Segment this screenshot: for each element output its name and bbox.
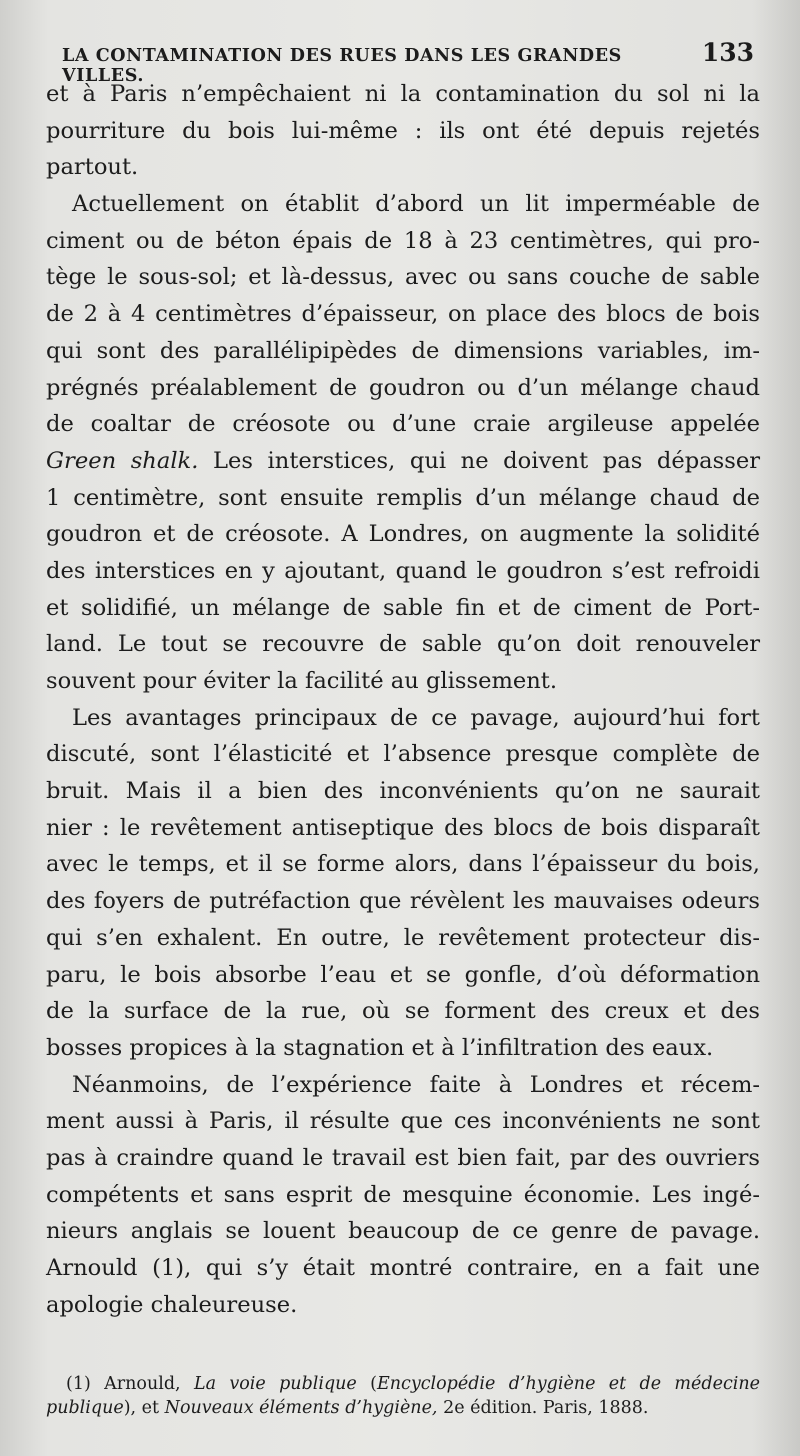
text-line: Actuellement on établit d’abord un lit imperméable de [72,191,760,218]
text-line: paru, le bois absorbe l’eau et se gonfle, d’où déformation [46,961,760,988]
body-text [46,76,760,1323]
footnote-title: publique [46,1398,124,1418]
text-line: ment aussi à Paris, il résulte que ces inconvénients ne sont [46,1108,760,1135]
footnote-marker: (1) Arnould, [66,1374,181,1394]
text-line: nier : le revêtement antiseptique des blocs de bois disparaît [46,814,760,841]
text-line: partout. [46,154,139,181]
text-line: avec le temps, et il se forme alors, dans l’épaisseur du bois, [46,851,760,878]
footnote-title: La voie publique [193,1374,357,1394]
text-line: nieurs anglais se louent beaucoup de ce genre de pavage. [46,1218,760,1245]
footnote-paren: ( [370,1374,377,1394]
text-line: Les avantages principaux de ce pavage, aujourd’hui fort [72,704,760,731]
text-line: prégnés préalablement de goudron ou d’un mélange chaud [46,374,760,401]
footnote-text: ), et [123,1398,160,1418]
footnote [46,1372,760,1420]
text-line: de coaltar de créosote ou d’une craie argileuse appelée [46,411,760,438]
text-line: et à Paris n’empêchaient ni la contamination du sol ni la [46,81,760,107]
text-line: tège le sous-sol; et là-dessus, avec ou sans couche de sable [46,264,760,291]
italic-term: Green shalk. [46,447,199,474]
text-line: qui s’en exhalent. En outre, le revêtement protecteur dis- [46,924,760,951]
running-head: LA CONTAMINATION DES RUES DANS LES GRANDES VILLES. [62,46,622,86]
text-line: discuté, sont l’élasticité et l’absence presque complète de [46,741,760,768]
text-fragment: Les interstices, qui ne doivent pas dépasser [213,447,761,474]
text-line: goudron et de créosote. A Londres, on augmente la solidité [46,521,760,548]
text-line: des foyers de putréfaction que révèlent les mauvaises odeurs [46,888,760,915]
text-line: Néanmoins, de l’expérience faite à Londres et récem- [72,1071,760,1098]
text-line: de la surface de la rue, où se forment des creux et des [46,998,760,1025]
footnote-line [46,1396,760,1420]
text-line: pourriture du bois lui-même : ils ont été depuis rejetés [46,117,760,144]
footnote-line [46,1372,760,1396]
text-line: ciment ou de béton épais de 18 à 23 centimètres, qui pro- [46,227,760,254]
text-line: apologie chaleureuse. [46,1291,298,1318]
footnote-edition: 2e édition. Paris, 1888. [443,1398,649,1418]
text-line: des interstices en y ajoutant, quand le goudron s’est refroidi [46,557,760,584]
footnote-title: Nouveaux éléments d’hygiène, [164,1398,438,1418]
text-line: Arnould (1), qui s’y était montré contraire, en a fait une [46,1255,760,1281]
text-line-with-italic [46,443,760,480]
text-line: compétents et sans esprit de mesquine économie. Les ingé- [46,1181,760,1208]
text-line: de 2 à 4 centimètres d’épaisseur, on place des blocs de bois [46,301,760,328]
page-number: 133 [701,38,754,67]
text-line: bosses propices à la stagnation et à l’infiltration des eaux. [46,1034,714,1061]
text-line: bruit. Mais il a bien des inconvénients qu’on ne saurait [46,778,760,805]
text-line: pas à craindre quand le travail est bien fait, par des ouvriers [46,1144,760,1171]
text-line: 1 centimètre, sont ensuite remplis d’un mélange chaud de [46,484,760,511]
text-line: land. Le tout se recouvre de sable qu’on doit renouveler [46,631,760,658]
text-line: souvent pour éviter la facilité au glissement. [46,668,558,694]
footnote-title: Encyclopédie d’hygiène et de médecine [376,1374,760,1394]
text-line: qui sont des parallélipipèdes de dimensions variables, im- [46,337,760,364]
text-line: et solidifié, un mélange de sable fin et de ciment de Port- [46,594,760,621]
